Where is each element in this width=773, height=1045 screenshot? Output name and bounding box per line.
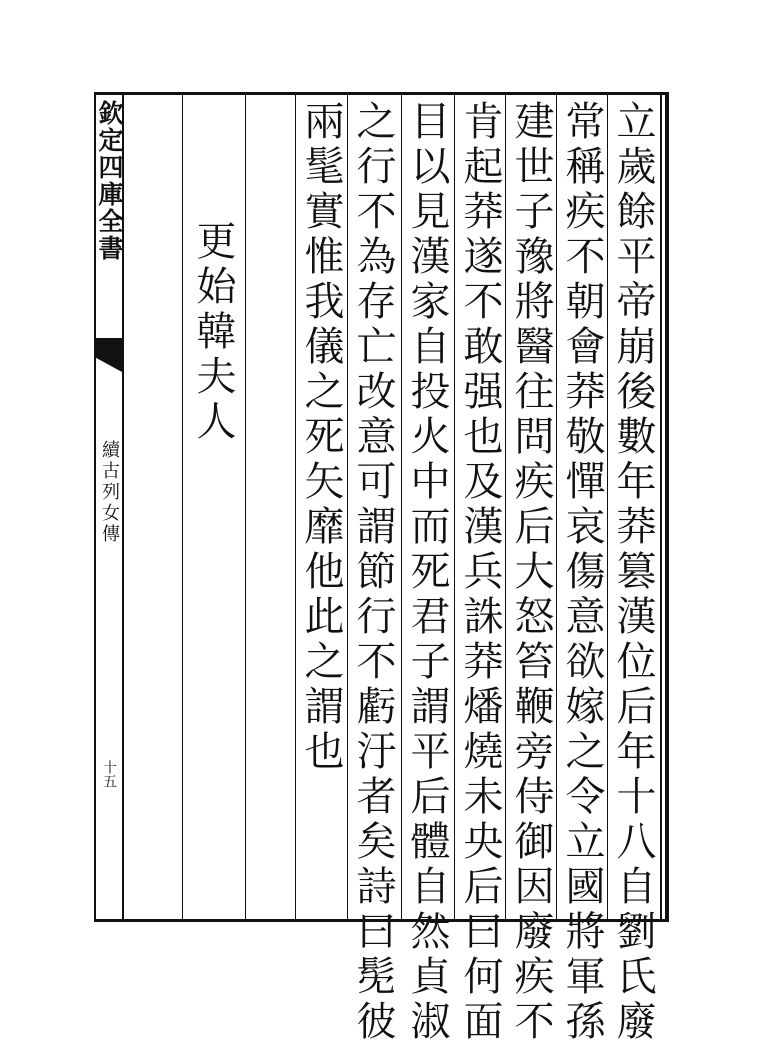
text-column: 肯起莽遂不敢强也及漢兵誅莽燔燒未央后曰何面 xyxy=(457,100,503,1045)
book-title: 續古列女傳 xyxy=(99,440,120,545)
column-rule xyxy=(347,92,348,922)
column-rule xyxy=(295,92,296,922)
column-rule xyxy=(182,92,183,922)
collection-title: 欽定四庫全書 xyxy=(95,100,124,262)
text-column: 之行不為存亡改意可謂節行不虧汙者矣詩曰髧彼 xyxy=(350,100,396,1045)
frame-inner-rule xyxy=(660,92,662,922)
column-rule xyxy=(556,92,557,922)
column-rule xyxy=(245,92,246,922)
column-rule xyxy=(607,92,608,922)
text-column: 建世子豫將醫往問疾后大怒笞鞭旁侍御因廢疾不 xyxy=(508,100,554,1045)
column-rule xyxy=(454,92,455,922)
folio-number: 十五 xyxy=(101,760,117,788)
column-rule xyxy=(505,92,506,922)
text-column: 兩髦實惟我儀之死矢靡他此之謂也 xyxy=(298,100,344,775)
text-column: 立歲餘平帝崩後數年莽篡漢位后年十八自劉氏廢 xyxy=(610,100,656,1045)
section-heading: 更始韓夫人 xyxy=(190,220,236,445)
text-column: 目以見漢家自投火中而死君子謂平后體自然貞淑 xyxy=(404,100,450,1045)
text-column: 常稱疾不朝會莽敬憚哀傷意欲嫁之令立國將軍孫 xyxy=(559,100,605,1045)
column-rule xyxy=(401,92,402,922)
